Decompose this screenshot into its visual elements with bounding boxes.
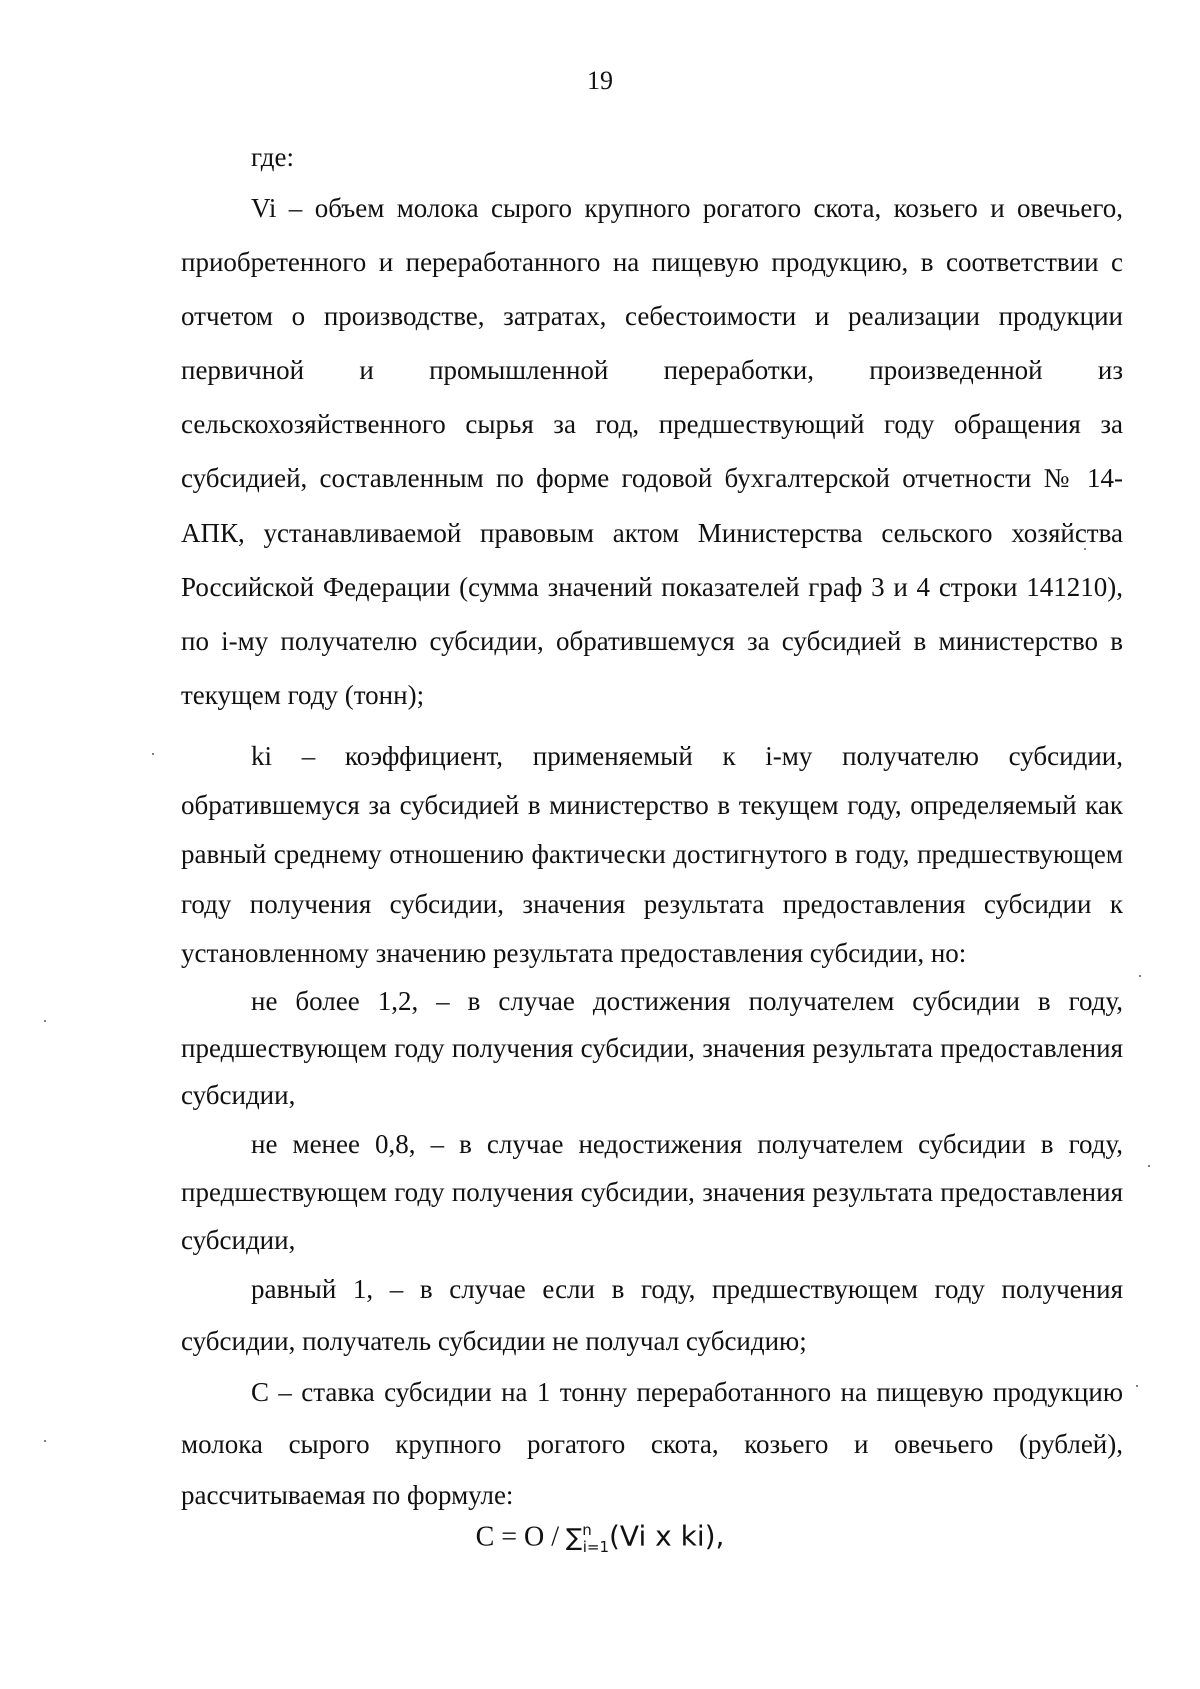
scan-speck <box>152 753 154 755</box>
paragraph-where: где: <box>251 142 294 172</box>
body-text <box>181 133 1123 1522</box>
paragraph-min-coefficient: не менее 0,8, – в случае недостижения получателем субсидии в году, предшествующем году получения субсидии, значения результата предоставления субсидии, <box>181 1128 1123 1256</box>
sum-lower-limit: i=1 <box>582 1537 609 1556</box>
paragraph-vi-definition: Vi – объем молока сырого крупного рогатого скота, козьего и овечьего, приобретенного и переработанного на пищевую продукцию, в соответствии с отчетом о производстве, затратах, себестоимости и реализации продукции первичной и промышленной переработки, произведенной из сельскохозяйственного сырья за год, предшествующий году обращения за субсидией, составленным по форме годовой бухгалтерской отчетности № 14-АПК, устанавливаемой правовым актом Министерства сельского хозяйства Российской Федерации (сумма значений показателей граф 3 и 4 строки 141210), по i-му получателю субсидии, обратившемуся за субсидией в министерство в текущем году (тонн); <box>181 193 1123 710</box>
scan-speck <box>44 1440 46 1442</box>
formula-right: (Vi x ki), <box>609 1519 725 1553</box>
scan-speck <box>1139 975 1141 977</box>
paragraph-rate-definition: С – ставка субсидии на 1 тонну переработанного на пищевую продукцию молока сырого крупного рогатого скота, козьего и овечьего (рублей), рассчитываемая по формуле: <box>181 1377 1123 1511</box>
paragraph-max-coefficient: не более 1,2, – в случае достижения получателем субсидии в году, предшествующем году получения субсидии, значения результата предоставления субсидии, <box>181 985 1123 1111</box>
scan-speck <box>1148 1165 1150 1167</box>
scan-speck <box>1084 548 1086 550</box>
scan-speck <box>1136 1385 1138 1387</box>
formula-left: C = O / <box>475 1521 567 1553</box>
scan-speck <box>44 1020 46 1022</box>
sum-upper-limit: n <box>582 1521 592 1539</box>
paragraph-ki-definition: ki – коэффициент, применяемый к i-му получателю субсидии, обратившемуся за субсидией в министерство в текущем году, определяемый как равный среднему отношению фактически достигнутого в году, предшествующем году получения субсидии, значения результата предоставления субсидии к установленному значению результата предоставления субсидии, но: <box>181 740 1123 968</box>
rate-formula <box>0 1510 1200 1567</box>
sum-symbol: ∑ <box>566 1523 583 1552</box>
page-number: 19 <box>587 66 613 95</box>
paragraph-equal-coefficient: равный 1, – в случае если в году, предшествующем году получения субсидии, получатель субсидии не получал субсидию; <box>181 1274 1123 1356</box>
